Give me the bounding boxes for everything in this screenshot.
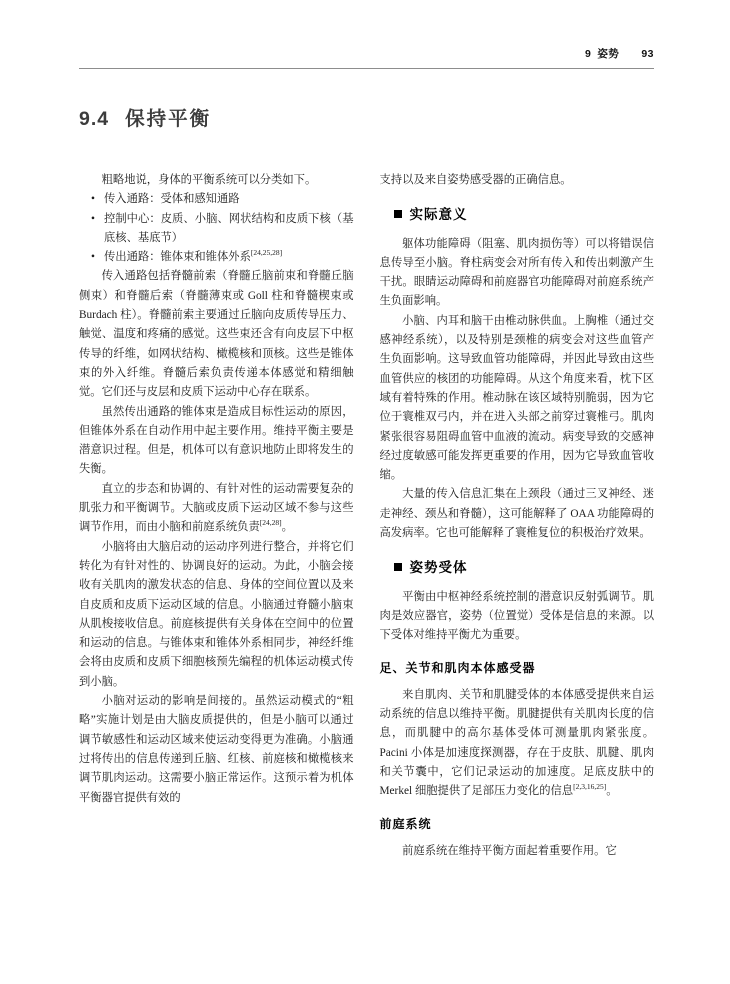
paragraph-text: 。 <box>606 785 618 798</box>
bullet-icon: • <box>91 193 95 206</box>
paragraph-cerebellum-integration: 小脑将由大脑启动的运动序列进行整合，并将它们转化为有针对性的、协调良好的运动。为此，小脑会接收有关肌肉的激发状态的信息、身体的空间位置以及来自皮质和皮质下运动区域的信息。小脑通过脊髓小脑束从肌梭接收信息。前庭核提供有关身体在空间中的位置和运动的信息。与锥体束和锥体外系相同步，神经纤维会将由皮质和皮质下细胞核预先编程的机体运动模式传到小脑。 <box>79 540 354 688</box>
paragraph-somatic-dysfunction: 躯体功能障碍（阻塞、肌肉损伤等）可以将错误信息传导至小脑。脊柱病变会对所有传入和传出刺激产生干扰。眼睛运动障碍和前庭器官功能障碍对前庭系统产生负面影响。 <box>379 237 654 308</box>
heading-practical-significance <box>394 205 655 224</box>
paragraph-text: 直立的步态和协调的、有针对性的运动需要复杂的肌张力和平衡调节。大脑或皮质下运动区域不参与这些调节作用，而由小脑和前庭系统负责 <box>79 482 354 534</box>
citation-ref: [24,25,28] <box>250 248 283 258</box>
bullet-icon: • <box>91 212 95 225</box>
square-bullet-icon <box>394 563 402 571</box>
paragraph-vertebral-artery: 小脑、内耳和脑干由椎动脉供血。上胸椎（通过交感神经系统），以及特别是颈椎的病变会对这些血管产生负面影响。这导致血管功能障碍，并因此导致由这些血管供应的核团的功能障碍。从这个角度来看，枕下区域有着特殊的作用。椎动脉在该区域特别脆弱，因为它位于寰椎双弓内，并在进入头部之前穿过寰椎弓。肌肉紧张很容易阻碍血管中血液的流动。病变导致的交感神经过度敏感可能发挥更重要的作用，因为它导致血管收缩。 <box>379 314 654 482</box>
two-column-layout <box>79 171 654 861</box>
bullet-item-control-centers <box>91 210 354 249</box>
subheading-proprioceptors: 足、关节和肌肉本体感受器 <box>379 660 536 675</box>
bullet-item-efferent <box>91 248 354 267</box>
paragraph-reflex-arc: 平衡由中枢神经系统控制的潜意识反射弧调节。肌肉是效应器官，姿势（位置觉）受体是信息的来源。以下受体对维持平衡尤为重要。 <box>379 590 654 642</box>
header-rule <box>79 68 654 69</box>
right-column <box>380 171 655 861</box>
chapter-title: 姿势 <box>597 48 620 60</box>
heading-posture-receptors <box>394 558 655 577</box>
citation-ref: [24,28] <box>259 518 282 528</box>
paragraph-continuation: 支持以及来自姿势感受器的正确信息。 <box>379 174 572 186</box>
square-bullet-icon <box>394 210 402 218</box>
paragraph-efferent-pathways: 虽然传出通路的锥体束是造成目标性运动的原因，但锥体外系在自动作用中起主要作用。维持平衡主要是潜意识过程。但是，机体可以有意识地防止即将发生的失衡。 <box>79 405 354 476</box>
bullet-text: 控制中心：皮质、小脑、网状结构和皮质下核（基底核、基底节） <box>104 212 354 244</box>
paragraph-text: 来自肌肉、关节和肌腱受体的本体感受提供来自运动系统的信息以维持平衡。肌腱提供有关肌肉长度的信息，而肌腱中的高尔基体受体可测量肌肉紧张度。Pacini 小体是加速度探测器，存在于皮肤、肌腱、肌肉和关节囊中，它们记录运动的加速度。足底皮肤中的 Merkel 细胞提供了足部压力变化的信息 <box>379 688 654 798</box>
bullet-item-afferent <box>91 190 354 209</box>
bullet-icon: • <box>91 251 95 264</box>
section-title <box>79 103 654 131</box>
bullet-text: 传出通路：锥体束和锥体外系 <box>104 251 251 264</box>
citation-ref: [2,3,16,25] <box>573 782 607 792</box>
heading-text: 实际意义 <box>409 207 468 223</box>
bullet-list <box>79 190 354 267</box>
paragraph-cerebellum-influence: 小脑对运动的影响是间接的。虽然运动模式的“粗略”实施计划是由大脑皮质提供的，但是小脑可以通过调节敏感性和运动区域来使运动变得更为准确。小脑通过将传出的信息传递到丘脑、红核、前庭核和橄榄核来调节肌肉运动。这需要小脑正常运作。这预示着为机体平衡器官提供有效的 <box>79 695 354 804</box>
section-name: 保持平衡 <box>125 108 212 130</box>
subheading-vestibular-system: 前庭系统 <box>379 816 432 831</box>
paragraph-afferent-pathways: 传入通路包括脊髓前索（脊髓丘脑前束和脊髓丘脑侧束）和脊髓后索（脊髓薄束或 Goll 柱和脊髓楔束或 Burdach 柱）。脊髓前索主要通过丘脑向皮质传导压力、触觉、温度和疼痛的感觉。这些束还含有向皮层下中枢传导的纤维，如网状结构、橄榄核和顶核。这些是锥体束的外入纤维。脊髓后索负责传递本体感觉和精细触觉。它们还与皮层和皮质下运动中心存在联系。 <box>79 270 354 399</box>
running-head-chapter <box>585 46 619 61</box>
paragraph-oaa-dysfunction: 大量的传入信息汇集在上颈段（通过三叉神经、迷走神经、颈丛和脊髓），这可能解释了 OAA 功能障碍的高发病率。它也可能解释了寰椎复位的积极治疗效果。 <box>379 488 654 540</box>
page-number: 93 <box>641 48 654 60</box>
paragraph-text: 。 <box>281 521 293 534</box>
paragraph-proprioceptors <box>380 686 655 802</box>
page-header <box>79 46 654 61</box>
chapter-number: 9 <box>584 48 592 60</box>
section-number: 9.4 <box>79 108 110 130</box>
paragraph-gait-coordination <box>79 480 354 538</box>
paragraph-vestibular: 前庭系统在维持平衡方面起着重要作用。它 <box>402 844 617 857</box>
left-column <box>79 171 354 861</box>
paragraph-intro: 粗略地说，身体的平衡系统可以分类如下。 <box>101 174 317 186</box>
heading-text: 姿势受体 <box>409 560 468 576</box>
bullet-text: 传入通路：受体和感知通路 <box>104 193 240 206</box>
